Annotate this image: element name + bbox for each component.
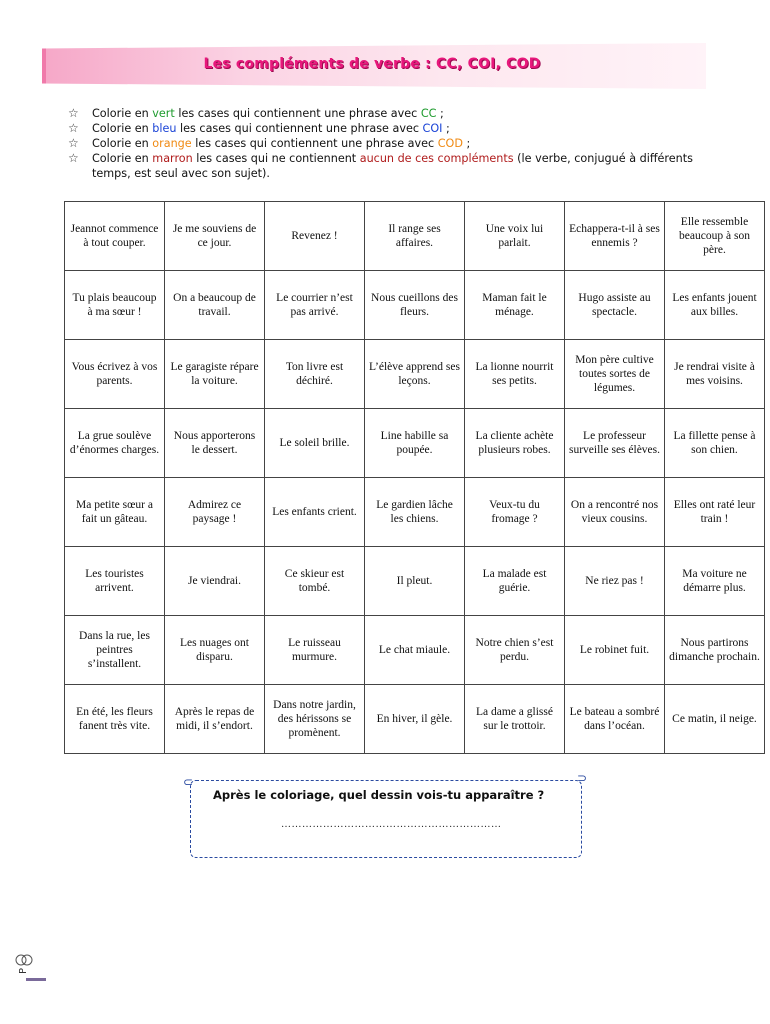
question-text: Après le coloriage, quel dessin vois-tu apparaître ?	[213, 788, 545, 802]
star-icon: ☆	[68, 121, 79, 135]
sentence-cell[interactable]: Le robinet fuit.	[565, 616, 665, 685]
sentence-cell[interactable]: Je me souviens de ce jour.	[165, 202, 265, 271]
instruction-mid: les cases qui contiennent une phrase avec	[174, 107, 421, 120]
sentence-cell[interactable]: Le bateau a sombré dans l’océan.	[565, 685, 665, 754]
sentence-cell[interactable]: Elle ressemble beaucoup à son père.	[665, 202, 765, 271]
sentence-cell[interactable]: La lionne nourrit ses petits.	[465, 340, 565, 409]
instruction-prefix: Colorie en	[92, 107, 153, 120]
scroll-curl-icon: ⊃	[576, 771, 587, 785]
question-box	[183, 771, 587, 858]
sentence-cell[interactable]: Dans notre jardin, des hérissons se promènent.	[265, 685, 365, 754]
sentence-cell[interactable]: Il pleut.	[365, 547, 465, 616]
instruction-prefix: Colorie en	[92, 137, 153, 150]
sentence-cell[interactable]: Le gardien lâche les chiens.	[365, 478, 465, 547]
sentence-cell[interactable]: Le courrier n’est pas arrivé.	[265, 271, 365, 340]
sentence-cell[interactable]: Revenez !	[265, 202, 365, 271]
complement-code: aucun de ces compléments	[359, 152, 514, 165]
grid-row	[65, 409, 765, 478]
sentence-cell[interactable]: On a rencontré nos vieux cousins.	[565, 478, 665, 547]
sentence-cell[interactable]: La fillette pense à son chien.	[665, 409, 765, 478]
sentence-cell[interactable]: Le soleil brille.	[265, 409, 365, 478]
sentence-cell[interactable]: L’élève apprend ses leçons.	[365, 340, 465, 409]
sentence-cell[interactable]: Il range ses affaires.	[365, 202, 465, 271]
sentence-cell[interactable]: Ce skieur est tombé.	[265, 547, 365, 616]
color-word: marron	[152, 152, 193, 165]
star-icon: ☆	[68, 151, 79, 165]
sentence-cell[interactable]: Admirez ce paysage !	[165, 478, 265, 547]
grid-row	[65, 685, 765, 754]
sentence-cell[interactable]: Maman fait le ménage.	[465, 271, 565, 340]
sentence-cell[interactable]: La dame a glissé sur le trottoir.	[465, 685, 565, 754]
sentence-cell[interactable]: Ne riez pas !	[565, 547, 665, 616]
complement-code: COD	[437, 137, 463, 150]
sentence-cell[interactable]: En hiver, il gèle.	[365, 685, 465, 754]
sentence-cell[interactable]: Ton livre est déchiré.	[265, 340, 365, 409]
instruction-text	[92, 106, 444, 121]
sentence-cell[interactable]: En été, les fleurs fanent très vite.	[65, 685, 165, 754]
sentence-cell[interactable]: Notre chien s’est perdu.	[465, 616, 565, 685]
sentence-cell[interactable]: Je rendrai visite à mes voisins.	[665, 340, 765, 409]
sentence-cell[interactable]: Le professeur surveille ses élèves.	[565, 409, 665, 478]
instruction-item	[68, 151, 708, 181]
instruction-item	[68, 106, 708, 121]
sentence-cell[interactable]: La grue soulève d’énormes charges.	[65, 409, 165, 478]
answer-line: ………………………………………………………	[281, 819, 502, 830]
scroll-curl-icon: ⊂	[183, 775, 194, 789]
grid-row	[65, 202, 765, 271]
sentence-cell[interactable]: Les enfants crient.	[265, 478, 365, 547]
instruction-item	[68, 121, 708, 136]
sentence-cell[interactable]: Le ruisseau murmure.	[265, 616, 365, 685]
instruction-mid: les cases qui ne contiennent	[192, 152, 360, 165]
sentence-cell[interactable]: Ma voiture ne démarre plus.	[665, 547, 765, 616]
sentence-cell[interactable]: La cliente achète plusieurs robes.	[465, 409, 565, 478]
sentence-cell[interactable]: Ma petite sœur a fait un gâteau.	[65, 478, 165, 547]
page-icon	[12, 950, 46, 988]
instruction-text	[92, 121, 450, 136]
instruction-suffix: ;	[442, 122, 450, 135]
sentence-cell[interactable]: Veux-tu du fromage ?	[465, 478, 565, 547]
instruction-text	[92, 151, 708, 181]
sentence-cell[interactable]: Ce matin, il neige.	[665, 685, 765, 754]
title-banner	[42, 43, 702, 89]
sentence-cell[interactable]: Line habille sa poupée.	[365, 409, 465, 478]
page-title: Les compléments de verbe : CC, COI, COD	[203, 56, 541, 72]
sentence-cell[interactable]: Une voix lui parlait.	[465, 202, 565, 271]
sentence-cell[interactable]: Nous partirons dimanche prochain.	[665, 616, 765, 685]
sentence-cell[interactable]: Les touristes arrivent.	[65, 547, 165, 616]
grid-row	[65, 340, 765, 409]
grid-row	[65, 616, 765, 685]
grid-row	[65, 271, 765, 340]
instruction-prefix: Colorie en	[92, 122, 153, 135]
instruction-suffix: (le verbe, conjugué à différents temps, est seul avec son sujet).	[92, 152, 693, 180]
page-logo-icon	[12, 950, 46, 984]
color-word: bleu	[152, 122, 177, 135]
color-word: orange	[152, 137, 192, 150]
star-icon: ☆	[68, 106, 79, 120]
sentence-cell[interactable]: Les enfants jouent aux billes.	[665, 271, 765, 340]
sentence-cell[interactable]: Echappera-t-il à ses ennemis ?	[565, 202, 665, 271]
sentence-cell[interactable]: Nous cueillons des fleurs.	[365, 271, 465, 340]
instructions	[68, 106, 708, 181]
sentence-cell[interactable]: Après le repas de midi, il s’endort.	[165, 685, 265, 754]
sentence-cell[interactable]: Jeannot commence à tout couper.	[65, 202, 165, 271]
svg-text:P: P	[18, 967, 29, 974]
sentence-cell[interactable]: Je viendrai.	[165, 547, 265, 616]
complement-code: COI	[422, 122, 443, 135]
sentence-grid	[64, 201, 765, 754]
grid-body	[65, 202, 765, 754]
color-word: vert	[152, 107, 175, 120]
sentence-cell[interactable]: La malade est guérie.	[465, 547, 565, 616]
sentence-cell[interactable]: Mon père cultive toutes sortes de légumes.	[565, 340, 665, 409]
sentence-cell[interactable]: Les nuages ont disparu.	[165, 616, 265, 685]
grid-row	[65, 478, 765, 547]
instruction-suffix: ;	[436, 107, 444, 120]
sentence-cell[interactable]: Le chat miaule.	[365, 616, 465, 685]
sentence-cell[interactable]: Vous écrivez à vos parents.	[65, 340, 165, 409]
star-icon: ☆	[68, 136, 79, 150]
instruction-mid: les cases qui contiennent une phrase avec	[176, 122, 423, 135]
instruction-suffix: ;	[462, 137, 471, 150]
sentence-cell[interactable]: Dans la rue, les peintres s’installent.	[65, 616, 165, 685]
sentence-cell[interactable]: Elles ont raté leur train !	[665, 478, 765, 547]
instruction-text	[92, 136, 470, 151]
sentence-cell[interactable]: Tu plais beaucoup à ma sœur !	[65, 271, 165, 340]
sentence-cell[interactable]: Le garagiste répare la voiture.	[165, 340, 265, 409]
instruction-mid: les cases qui contiennent une phrase avec	[191, 137, 438, 150]
sentence-cell[interactable]: On a beaucoup de travail.	[165, 271, 265, 340]
instruction-prefix: Colorie en	[92, 152, 153, 165]
complement-code: CC	[420, 107, 437, 120]
instruction-item	[68, 136, 708, 151]
sentence-cell[interactable]: Nous apporterons le dessert.	[165, 409, 265, 478]
sentence-cell[interactable]: Hugo assiste au spectacle.	[565, 271, 665, 340]
grid-row	[65, 547, 765, 616]
